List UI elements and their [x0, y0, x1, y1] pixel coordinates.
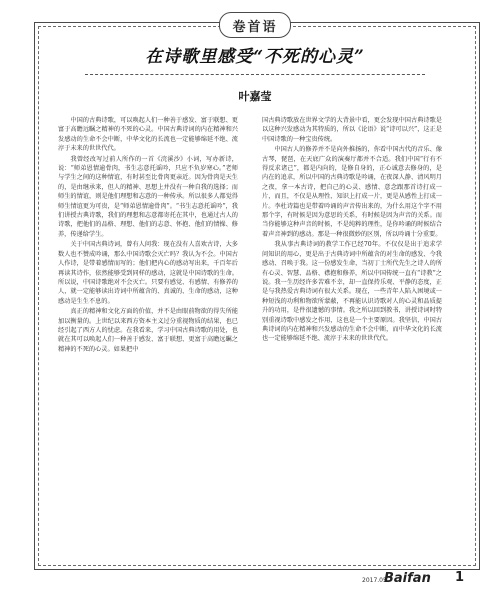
- paragraph: 关于中国古典诗词，曾有人问我：现在没有人喜欢古诗，大多数人也不赞成吟诵，那么中国诗歌会灭亡吗？我认为不会。中国古人作诗，是带着感情而写的；他们把内心的感动写出来，千百年后再读其诗作，依然能够受到同样的感动，这就是中国诗歌的生命。所以说，中国诗歌绝对不会灭亡。只要有感觉、有感情、有修养的人，就一定能够读出诗词中所蕴含的、真诚的、生命的感动，这种感动是生生不息的。: [58, 241, 238, 305]
- article-title: 在诗歌里感受“不死的心灵”: [145, 47, 365, 67]
- right-column: [262, 116, 442, 546]
- paragraph: 中国的古典诗歌，可以唤起人们一种善于感发、富于联想、更富于高瞻远瞩之精神的不死的心灵。中国古典诗词的内在精神和兴发感动的生命不会中断，中华文化的长流也一定能够绵延不绝、流淳于未来的世世代代。: [58, 117, 238, 153]
- page-number: 1: [455, 570, 465, 585]
- magazine-brand: Baifan: [384, 571, 431, 586]
- paragraph: 中国古人的修养并不是向外推扬的，你看中国古代的音乐、像古琴，琵琶，在天底广众的演奏厅都并不合适。我们中国“行有不得反求诸己”，都是内向的，是修自身的，正心诚意去修身的，是内在的追求，所以中国的古典诗歌是吟诵，在夜深人静、清风明月之夜，拿一本古诗，把自己的心灵、感情、意念跟那首诗打成一片，而且，不仅是从理性、知识上打成一片，更是从感性上打成一片。李杜诗篇也是带着吟诵的声音传出来的，为什么用这个字不用那个字，有时候是因为意思的关系，有时候是因为声音的关系。而当你能够这种声音的时候，不是纯粹的理性，是你吟诵的时候结合着声音神到的感动。那是一种很微妙的区别，所以吟诵十分重要。: [262, 146, 442, 238]
- article-author: 叶嘉莹: [238, 90, 272, 103]
- left-column: [58, 116, 238, 546]
- paragraph-continued: 国古典诗歌放在世界文学的大背景中看，更会发现中国古典诗歌是以这种兴发感动为其特质的，所以《论语》说“诗可以兴”，这正是中国诗歌的一种宝贵传统。: [262, 117, 442, 143]
- column-tag: 卷首语: [219, 12, 291, 38]
- paragraph: 我曾经改写过前人所作的一首《浣溪沙》小词，写办新诗，说：“师弟恩情逾骨肉，书生志意托谣吟，只应不负岁寒心。”老师与学生之间的这种情谊，有时甚至比骨肉更亲近。因为骨肉是天生的，是由继承来，但人的精神、思想上并没有一种自我的选择；而师生的情谊，则是他们理想和志意的一种传承。所以很多人都觉得师生情谊更为可贵，是“师弟恩情逾骨肉”。“书生志意托谣吟”，我们讲授古典诗歌，我们的理想和志意都寄托在其中，也通过古人的诗歌，把他们的品格、理想、他们的志意、怀抱、他们的情操、修养，传递给学生。: [58, 155, 238, 238]
- paragraph: 我从事古典诗词的教学工作已经70年。不仅仅是出于追求学问知识的用心，更是出于古典诗词中所蕴含的对生命的感发、令我感动、召唤于我。这一份感发生命，当初丁士所代先生之诗人的所有心灵、智慧、品格、襟抱和修养，所以中国传统一直有“诗教”之说。我一生历经许多苦难不幸，却一直保持乐观、平静的态度，正是与我热爱古典诗词有很大关系。现在，一些青年人陷入困境或一种短浅的功利和物欲所蒙蔽，不再能认识诗歌对人的心灵和品质提升的功用，是件很遗憾的事情。我之所以回到教书，讲授诗词时特别重视诗歌中感发之作用，这也是一个主要原因。我坚信，中国古典诗词的内在精神和兴发感动的生命不会中断，而中华文化的长流也一定能够绵延不绝、流淳于未来的世世代代。: [262, 241, 442, 343]
- issue-date: 2017.05: [362, 577, 387, 584]
- title-divider: [85, 74, 425, 75]
- paragraph: 真正的精神和文化方面的价值，并不是由眼前物欲的得失所能加以衡量的。上世纪以来西方资本主义过分重视物质的结果，也已经引起了西方人的忧虑。在我看来，学习中国古典诗歌的用处，也就在其可以唤起人们一种善于感发、富于联想、更富于高瞻远瞩之精神的不死的心灵。如果把中: [58, 308, 238, 353]
